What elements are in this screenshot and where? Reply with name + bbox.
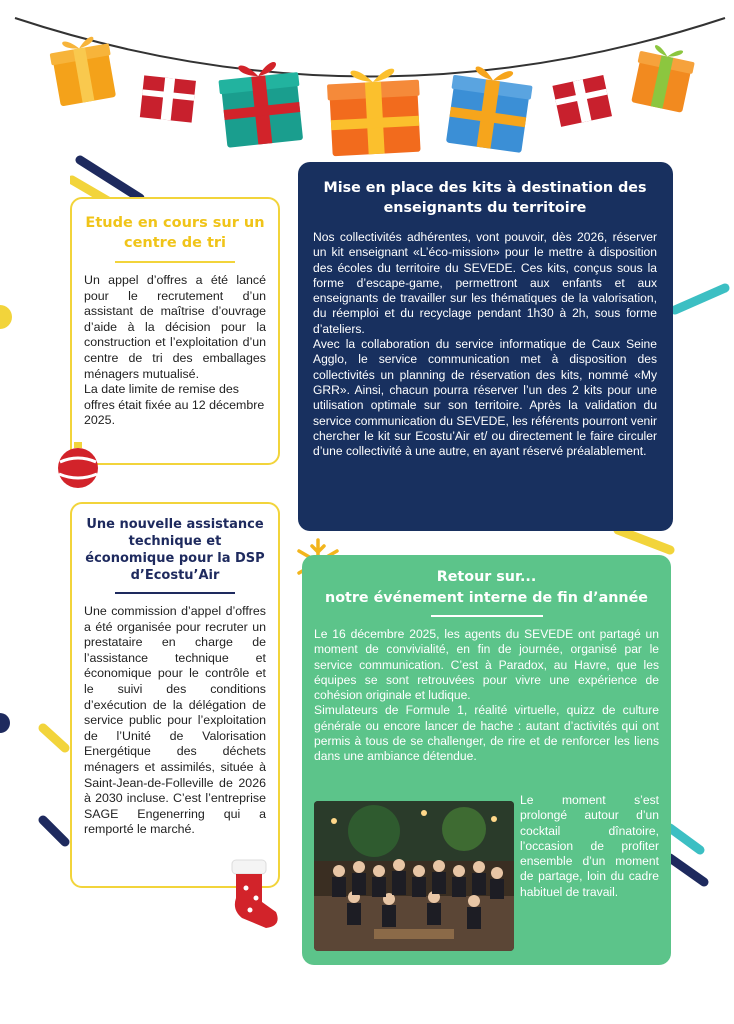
event-paragraph-3: Le moment s’est prolongé autour d’un cocktail dînatoire, l’occasion de profiter ensemble d’un moment de partage, loin du cadre habituel de travail. bbox=[520, 793, 659, 899]
stripes-decoration bbox=[665, 250, 734, 320]
gift-icon bbox=[140, 75, 196, 122]
title-underline bbox=[115, 261, 235, 263]
kits-title: Mise en place des kits à destination des enseignants du territoire bbox=[323, 180, 647, 216]
team-photo bbox=[314, 801, 514, 951]
kits-panel bbox=[298, 162, 673, 531]
kits-paragraph-2: Avec la collaboration du service informatique de Caux Seine Agglo, le service communication met à disposition des collectivités un planning de réservation des kits, nommé «My GRR». Ainsi, chacun pourra réserver l’un des 2 kits pour une utilisation optimale sur son territoire. Après la validation du service communication du SEVEDE, les référents pourront venir chercher le kit sur Ecostu’Air et/ ou directement le faire circuler d’une collectivité à une autre, en ayant réservé préalablement. bbox=[313, 337, 657, 459]
garland-decoration bbox=[0, 0, 734, 170]
event-paragraph-2: Simulateurs de Formule 1, réalité virtuelle, quizz de culture générale ou encore lancer de hache : autant d’activités qui ont permis à tous de se challenger, de rire et de renforcer les liens dans une ambiance détendue. bbox=[314, 703, 659, 764]
dot-decoration bbox=[0, 710, 14, 736]
stocking-icon bbox=[222, 858, 284, 934]
etude-title: Etude en cours sur un centre de tri bbox=[85, 215, 265, 251]
assistance-body: Une commission d’appel d’offres a été organisée pour recruter un prestataire en charge de l’assistance technique et économique pour le contrôle et le suivi des conditions d’exécution de la délégation de service public pour l’exploitation de l’Unité de Valorisation Energétique des déchets ménagers et assimilés, située à Saint-Jean-de-Folleville de 2026 à 2030 incluse. C’est l’entreprise SAGE Engenerring qui a remporté le marché. bbox=[84, 604, 266, 837]
stripes-decoration bbox=[35, 720, 75, 850]
dot-decoration bbox=[0, 302, 14, 332]
event-title-line1: Retour sur... bbox=[436, 569, 537, 585]
gift-icon bbox=[629, 42, 696, 113]
title-underline bbox=[115, 592, 235, 594]
etude-card bbox=[70, 197, 280, 465]
gift-icon bbox=[326, 67, 422, 156]
gift-icon bbox=[217, 60, 305, 148]
event-panel bbox=[302, 555, 671, 965]
kits-paragraph-1: Nos collectivités adhérentes, vont pouvoir, dès 2026, réserver un kit enseignant «L’éco-mission» pour le mettre à disposition des écoles du territoire du SEVEDE. Ces kits, conçus sous la forme d’escape-game, permettront aux enfants et aux enseignants de travailler sur les thématiques de la valorisation, du réemploi et du recyclage pendant 1h30 à 2h, sous forme d’ateliers. bbox=[313, 230, 657, 336]
event-paragraph-1: Le 16 décembre 2025, les agents du SEVEDE ont partagé un moment de convivialité, en fin de journée, organisé par le service communication. C’est à Paradox, au Havre, que les équipes se sont retrouvées pour vivre une expérience de cohésion originale et ludique. bbox=[314, 627, 659, 703]
event-title-line2: notre événement interne de fin d’année bbox=[325, 590, 648, 606]
title-underline bbox=[431, 615, 543, 617]
gift-icon bbox=[48, 34, 118, 107]
bauble-icon bbox=[52, 440, 104, 492]
etude-body2: La date limite de remise des offres était fixée au 12 décembre 2025. bbox=[84, 382, 265, 428]
gift-icon bbox=[552, 75, 612, 127]
assistance-card bbox=[70, 502, 280, 888]
gift-icon bbox=[444, 63, 534, 153]
etude-body: Un appel d’offres a été lancé pour le recrutement d’un assistant de maîtrise d’ouvrage d’aide à la décision pour la construction et l’exploitation d’un centre de tri des emballages ménagers mutualisé. bbox=[84, 273, 266, 381]
assistance-title: Une nouvelle assistance technique et économique pour la DSP d’Ecostu’Air bbox=[85, 517, 265, 583]
